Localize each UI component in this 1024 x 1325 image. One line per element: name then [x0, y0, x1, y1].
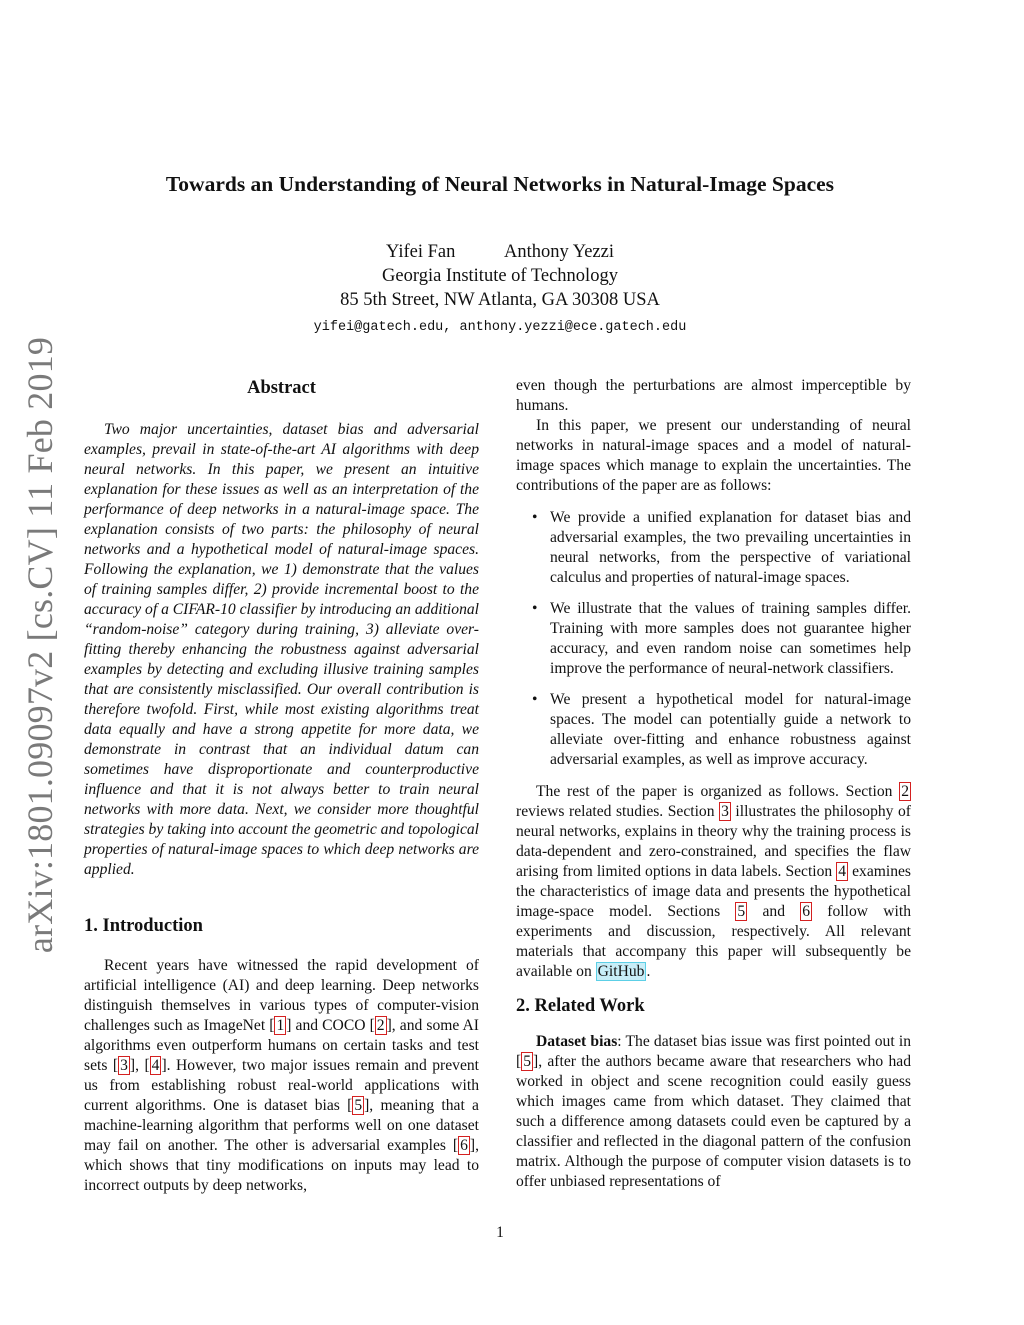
intro-continuation: even though the perturbations are almost imperceptible by humans.: [516, 377, 911, 414]
list-item: • We present a hypothetical model for natural-image spaces. The model can potentially guide a network to alleviate over-fitting and enhance robustness against adversarial examples, as well as improve accuracy.: [532, 691, 911, 768]
arxiv-stamp-text: arXiv:1801.09097v2 [cs.CV] 11 Feb 2019: [20, 336, 60, 954]
citation-link[interactable]: 3: [120, 1057, 128, 1074]
related-work-paragraph: Dataset bias: The dataset bias issue was first pointed out in [ 5 ], after the authors became aware that researchers who had worked in object and scene recognition could easily guess which images came from which dataset. They claimed that such a difference among datasets could even be captured by a classifier and reflected in the diagonal pattern of the confusion matrix. Although the purpose of computer vision datasets is to offer unbiased representations of: [516, 1033, 911, 1190]
related-work-heading: 2. Related Work: [516, 996, 645, 1016]
section-link[interactable]: 6: [802, 903, 811, 920]
citation-link[interactable]: 5: [523, 1053, 531, 1070]
paper-title: Towards an Understanding of Neural Networks in Natural-Image Spaces: [165, 172, 835, 196]
page-number: 1: [496, 1224, 504, 1241]
bullet-icon: •: [532, 600, 538, 617]
list-item: • We provide a unified explanation for dataset bias and adversarial examples, the two prevailing uncertainties in neural networks, from the perspective of variational calculus and properties of natural-image spaces.: [532, 509, 911, 586]
citation-link[interactable]: 4: [151, 1057, 160, 1074]
abstract: [84, 420, 479, 880]
author-names: [0, 240, 1000, 264]
section-link[interactable]: 5: [737, 903, 746, 920]
right-column: [516, 376, 911, 1192]
affiliation: Georgia Institute of Technology: [382, 266, 618, 286]
list-item: • We illustrate that the values of training samples differ. Training with more samples does not guarantee higher accuracy, and even random noise can sometimes help improve the performance of neural-network classifiers.: [532, 600, 911, 677]
intro-paragraph-3: The rest of the paper is organized as follows. Section 2 reviews related studies. Section 3 illustrates the philosophy of neural networks, explains in theory why the training process is data-dependent and zero-constrained, and specifies the flaw arising from limited options in data labels. Section 4 examines the characteristics of image data and presents the hypothetical image-space model. Sections 5 and 6 follow with experiments and discussion, respectively. All relevant materials that accompany this paper will subsequently be available on GitHub .: [516, 783, 911, 980]
author-block: [0, 240, 1000, 340]
contributions-list: [516, 508, 911, 770]
author-name: Yifei Fan: [386, 242, 456, 262]
intro-heading: 1. Introduction: [84, 916, 203, 936]
left-column: [84, 376, 479, 1196]
citation-link[interactable]: 6: [460, 1137, 468, 1154]
address: 85 5th Street, NW Atlanta, GA 30308 USA: [340, 290, 660, 310]
section-link[interactable]: 2: [901, 783, 909, 800]
section-link[interactable]: 3: [721, 803, 729, 820]
bullet-icon: •: [532, 691, 538, 708]
bullet-icon: •: [532, 509, 538, 526]
citation-link[interactable]: 2: [376, 1017, 385, 1034]
github-link[interactable]: GitHub: [597, 963, 645, 980]
citation-link[interactable]: 1: [276, 1017, 285, 1034]
abstract-text: Two major uncertainties, dataset bias and adversarial examples, prevail in state-of-the-art AI algorithms with deep neural networks. In this paper, we present an intuitive explanation for these issues as well as an interpretation of the performance of deep networks in a natural-image space. The explanation consists of two parts: the philosophy of neural networks and a hypothetical model of natural-image spaces. Following the explanation, we 1) demonstrate that the values of training samples differ, 2) provide incremental boost to the accuracy of a CIFAR-10 classifier by introducing an additional “random-noise” category during training, 3) alleviate over-fitting thereby enhancing the robustness against adversarial examples by detecting and excluding illusive training samples that are consistently misclassified. Our overall contribution is therefore twofold. First, while most existing algorithms treat data equally and have a strong appetite for more data, we demonstrate in contrast that an individual datum can sometimes have disproportionate and counterproductive influence and that it is not always better to train neural networks with more data. Next, we consider more thoughtful strategies by taking into account the geometric and topological properties of natural-image spaces to which deep networks are applied.: [84, 421, 479, 878]
citation-link[interactable]: 5: [354, 1097, 363, 1114]
author-emails: yifei@gatech.edu, anthony.yezzi@ece.gatech.edu: [313, 320, 687, 335]
intro-paragraph-1: Recent years have witnessed the rapid development of artificial intelligence (AI) and deep learning. Deep networks distinguish themselves in various types of computer-vision challenges such as ImageNet [ 1 ] and COCO [ 2 ], and some AI algorithms even outperform humans on certain tasks and test sets [ 3 ], [ 4 ]. However, two major issues remain and prevent us from establishing robust real-world applications with current algorithms. One is dataset bias [ 5 ], meaning that a machine-learning algorithm that performs well on one dataset may fail on another. The other is adversarial examples [ 6 ], which shows that tiny modifications on inputs may lead to incorrect outputs by deep networks,: [84, 957, 479, 1194]
abstract-heading: Abstract: [247, 378, 316, 398]
run-in-heading: Dataset bias: [536, 1033, 618, 1050]
section-link[interactable]: 4: [838, 863, 847, 880]
author-name: Anthony Yezzi: [504, 242, 614, 262]
intro-paragraph-2: In this paper, we present our understanding of neural networks in natural-image spaces and a model of natural-image spaces which manage to explain the uncertainties. The contributions of the paper are as follows:: [516, 417, 911, 494]
